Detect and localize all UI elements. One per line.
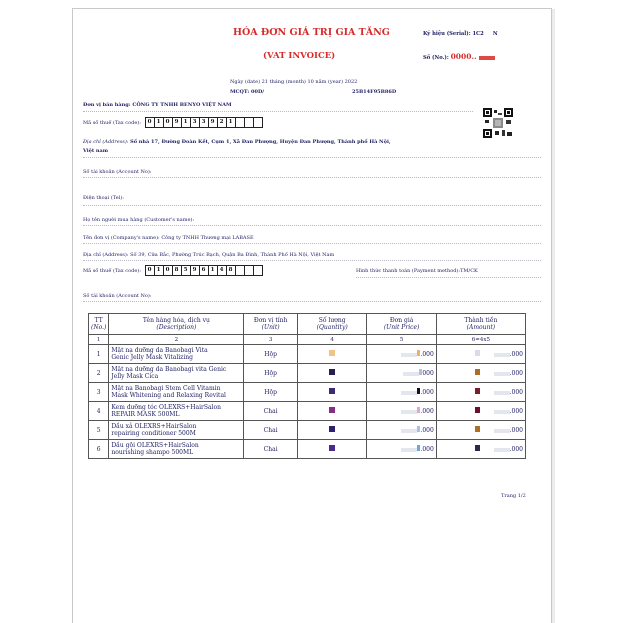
item-unit: Chai <box>244 440 298 459</box>
tax-digit: 1 <box>181 117 191 128</box>
price-tail: .000 <box>420 427 434 434</box>
qr-code-icon <box>483 108 513 138</box>
index-cell: 6=4x5 <box>436 335 525 345</box>
quantity-redaction <box>329 445 335 451</box>
item-name-line-2: REPAIR MASK 500ML <box>111 411 180 418</box>
item-quantity <box>297 364 367 383</box>
item-amount <box>436 364 525 383</box>
item-name-line-2: repairing conditioner 500M <box>111 430 196 437</box>
table-row <box>89 421 526 440</box>
item-name-line-1: Mặt nạ Banobagi Stem Cell Vitamin <box>111 385 221 392</box>
seller-address-cont: Việt nam <box>83 148 109 154</box>
item-amount <box>436 440 525 459</box>
seller-tax-label: Mã số thuế (Tax code): <box>83 120 141 126</box>
buyer-account-label: Số tài khoản (Account No): <box>83 293 152 299</box>
seller-tax-boxes <box>146 117 263 128</box>
item-name-line-1: Dầu xả OLEXRS+HairSalon <box>111 423 197 430</box>
serial-value: 1C2 <box>472 31 484 37</box>
item-unit-price <box>367 364 436 383</box>
divider <box>83 157 541 158</box>
customer-line <box>83 217 194 223</box>
item-name-line-2: Jelly Mask Cica <box>111 373 159 380</box>
column-header <box>436 314 525 335</box>
quantity-redaction <box>329 426 335 432</box>
divider <box>83 111 473 112</box>
tax-digit: 2 <box>217 117 227 128</box>
item-unit: Hộp <box>244 364 298 383</box>
item-quantity <box>297 383 367 402</box>
amount-tail: .000 <box>509 351 523 358</box>
tax-digit: 5 <box>181 265 191 276</box>
item-name-line-2: Mask Whitening and Relaxing Revital <box>111 392 226 399</box>
index-cell: 1 <box>89 335 109 345</box>
page-shadow <box>552 9 555 623</box>
item-unit: Hộp <box>244 383 298 402</box>
divider <box>83 177 541 178</box>
item-description <box>109 402 244 421</box>
seller-name: CÔNG TY TNHH BENYO VIỆT NAM <box>132 102 232 108</box>
amount-tail: .000 <box>509 408 523 415</box>
seller-account-line <box>83 169 152 175</box>
price-tail: .000 <box>420 351 434 358</box>
tax-digit: 9 <box>172 117 182 128</box>
tax-digit <box>253 117 263 128</box>
divider <box>83 301 541 302</box>
item-name-line-2: nourishing shampo 500ML <box>111 449 194 456</box>
seller-tax-line <box>83 117 263 128</box>
item-unit: Chai <box>244 421 298 440</box>
header-en: (Unit Price) <box>383 324 420 331</box>
seller-name-line <box>83 102 232 108</box>
item-amount <box>436 402 525 421</box>
divider <box>83 243 541 244</box>
item-description <box>109 364 244 383</box>
tax-digit: 8 <box>172 265 182 276</box>
page-number: Trang 1/2 <box>501 493 526 499</box>
tax-digit: 0 <box>145 265 155 276</box>
amount-redaction <box>494 372 510 376</box>
tax-digit: 3 <box>190 117 200 128</box>
price-redaction <box>403 372 419 376</box>
company-name: Công ty TNHH Thương mại LABASE <box>161 235 254 241</box>
seller-name-label: Đơn vị bán hàng: <box>83 102 131 108</box>
buyer-tax-line <box>83 265 263 276</box>
invoice-page <box>72 8 552 623</box>
amount-redaction-mark <box>475 407 480 413</box>
item-description <box>109 421 244 440</box>
header-vi: Số lượng <box>318 317 346 324</box>
divider <box>83 205 541 206</box>
amount-redaction-mark <box>475 350 480 356</box>
buyer-tax-label: Mã số thuế (Tax code): <box>83 268 141 274</box>
row-number: 1 <box>89 345 109 364</box>
amount-redaction <box>494 448 510 452</box>
column-header <box>109 314 244 335</box>
table-row <box>89 364 526 383</box>
item-unit-price <box>367 402 436 421</box>
seller-address-cont-line <box>83 148 108 154</box>
item-amount <box>436 383 525 402</box>
item-quantity <box>297 421 367 440</box>
tax-digit: 1 <box>226 117 236 128</box>
amount-tail: .000 <box>509 389 523 396</box>
row-number: 3 <box>89 383 109 402</box>
column-header <box>244 314 298 335</box>
buyer-address-label: Địa chỉ (Address): <box>83 252 129 258</box>
row-number: 2 <box>89 364 109 383</box>
item-amount <box>436 421 525 440</box>
header-en: (No.) <box>91 324 107 331</box>
payment-method: TM/CK <box>460 268 478 274</box>
serial-label: Ký hiệu (Serial): <box>423 31 471 37</box>
invoice-number <box>423 52 495 61</box>
index-cell: 3 <box>244 335 298 345</box>
company-line <box>83 235 254 241</box>
row-number: 5 <box>89 421 109 440</box>
amount-redaction-mark <box>475 369 480 375</box>
header-vi: Đơn vị tính <box>253 317 288 324</box>
lookup-code: 25B14F95B86D <box>352 89 397 95</box>
row-number: 6 <box>89 440 109 459</box>
amount-redaction <box>494 429 510 433</box>
seller-phone-line <box>83 195 124 201</box>
price-tail: .000 <box>420 446 434 453</box>
price-tail: 000 <box>422 370 434 377</box>
tax-digit: 1 <box>208 265 218 276</box>
quantity-redaction <box>329 388 335 394</box>
item-name-line-1: Dầu gội OLEXRS+HairSalon <box>111 442 199 449</box>
table-header-row <box>89 314 526 335</box>
amount-redaction-mark <box>475 388 480 394</box>
item-unit-price <box>367 383 436 402</box>
price-redaction <box>401 429 417 433</box>
item-unit-price <box>367 421 436 440</box>
tax-digit: 1 <box>154 117 164 128</box>
price-tail: .000 <box>420 408 434 415</box>
header-en: (Description) <box>156 324 197 331</box>
item-name-line-1: Kem dưỡng tóc OLEXRS+HairSalon <box>111 404 221 411</box>
item-unit-price <box>367 440 436 459</box>
table-row <box>89 383 526 402</box>
item-quantity <box>297 440 367 459</box>
index-cell: 4 <box>297 335 367 345</box>
seller-account-label: Số tài khoản (Account No): <box>83 169 152 175</box>
tax-digit: 0 <box>145 117 155 128</box>
item-description <box>109 440 244 459</box>
index-cell: 5 <box>367 335 436 345</box>
price-redaction <box>401 448 417 452</box>
tax-digit: 8 <box>226 265 236 276</box>
item-name-line-2: Genic Jelly Mask Vitalizing <box>111 354 193 361</box>
tax-digit: 6 <box>199 265 209 276</box>
item-quantity <box>297 345 367 364</box>
tax-digit: 1 <box>154 265 164 276</box>
price-redaction <box>401 391 417 395</box>
header-en: (Unit) <box>261 324 280 331</box>
column-header <box>367 314 436 335</box>
amount-redaction-mark <box>475 445 480 451</box>
item-unit-price <box>367 345 436 364</box>
item-unit: Hộp <box>244 345 298 364</box>
header-vi: Thành tiền <box>464 317 498 324</box>
tax-digit: 9 <box>190 265 200 276</box>
items-table <box>88 313 526 459</box>
table-row <box>89 345 526 364</box>
item-amount <box>436 345 525 364</box>
company-label: Tên đơn vị (Company's name): <box>83 235 160 241</box>
payment-label: Hình thức thanh toán (Payment method): <box>356 268 461 274</box>
amount-redaction <box>494 391 510 395</box>
tax-digit: 9 <box>208 117 218 128</box>
column-header <box>297 314 367 335</box>
amount-tail: .000 <box>509 446 523 453</box>
amount-redaction <box>494 410 510 414</box>
buyer-account-line <box>83 293 152 299</box>
row-number: 4 <box>89 402 109 421</box>
seller-phone-label: Điện thoại (Tel): <box>83 195 124 201</box>
divider <box>356 277 541 278</box>
tax-digit: 4 <box>217 265 227 276</box>
header-en: (Amount) <box>466 324 496 331</box>
header-vi: Tên hàng hóa, dịch vụ <box>142 317 210 324</box>
index-cell: 2 <box>109 335 244 345</box>
payment-line <box>356 268 478 274</box>
tax-digit <box>253 265 263 276</box>
no-redaction <box>479 56 495 60</box>
buyer-address: Số 39, Cửa Bắc, Phường Trúc Bạch, Quận Ba Đình, Thành Phố Hà Nội, Việt Nam <box>130 252 335 258</box>
price-redaction <box>401 410 417 414</box>
header-en: (Quantity) <box>316 324 348 331</box>
amount-tail: .000 <box>509 427 523 434</box>
table-row <box>89 440 526 459</box>
column-header <box>89 314 109 335</box>
amount-tail: .000 <box>509 370 523 377</box>
item-name-line-1: Mặt nạ dưỡng da Banobagi Vita <box>111 347 208 354</box>
invoice-title: HÓA ĐƠN GIÁ TRỊ GIA TĂNG <box>233 27 390 38</box>
serial-suffix: N <box>492 31 498 37</box>
no-value: 0000.. <box>450 52 477 61</box>
tax-digit: 0 <box>163 265 173 276</box>
item-quantity <box>297 402 367 421</box>
header-vi: Đơn giá <box>389 317 414 324</box>
price-redaction <box>401 353 417 357</box>
seller-address-line <box>83 139 391 145</box>
invoice-date: Ngày (date) 21 tháng (month) 10 năm (year) 2022 <box>230 79 358 85</box>
quantity-redaction <box>329 369 335 375</box>
price-tail: .000 <box>420 389 434 396</box>
buyer-address-line <box>83 252 334 258</box>
tax-digit: 0 <box>163 117 173 128</box>
buyer-tax-boxes <box>146 265 263 276</box>
table-row <box>89 402 526 421</box>
item-unit: Chai <box>244 402 298 421</box>
invoice-subtitle: (VAT INVOICE) <box>263 51 336 61</box>
seller-address-label: Địa chỉ (Address): <box>83 139 129 145</box>
column-index-row <box>89 335 526 345</box>
item-description <box>109 383 244 402</box>
item-description <box>109 345 244 364</box>
quantity-redaction <box>329 350 335 356</box>
serial-line <box>423 31 498 37</box>
mcqt-code: MCQT: 00D/ <box>230 89 265 95</box>
no-label: Số (No.): <box>423 55 449 61</box>
divider <box>83 225 541 226</box>
customer-label: Họ tên người mua hàng (Customer's name): <box>83 217 195 223</box>
amount-redaction-mark <box>475 426 480 432</box>
divider <box>83 260 541 261</box>
amount-redaction <box>494 353 510 357</box>
header-vi: TT <box>94 317 103 324</box>
seller-address: Số nhà 17, Đường Đoàn Kết, Cụm 1, Xã Đan Phượng, Huyện Đan Phượng, Thành phố Hà Nội, <box>130 139 391 145</box>
item-name-line-1: Mặt nạ dưỡng da Banobagi vita Genic <box>111 366 227 373</box>
tax-digit: 3 <box>199 117 209 128</box>
quantity-redaction <box>329 407 335 413</box>
